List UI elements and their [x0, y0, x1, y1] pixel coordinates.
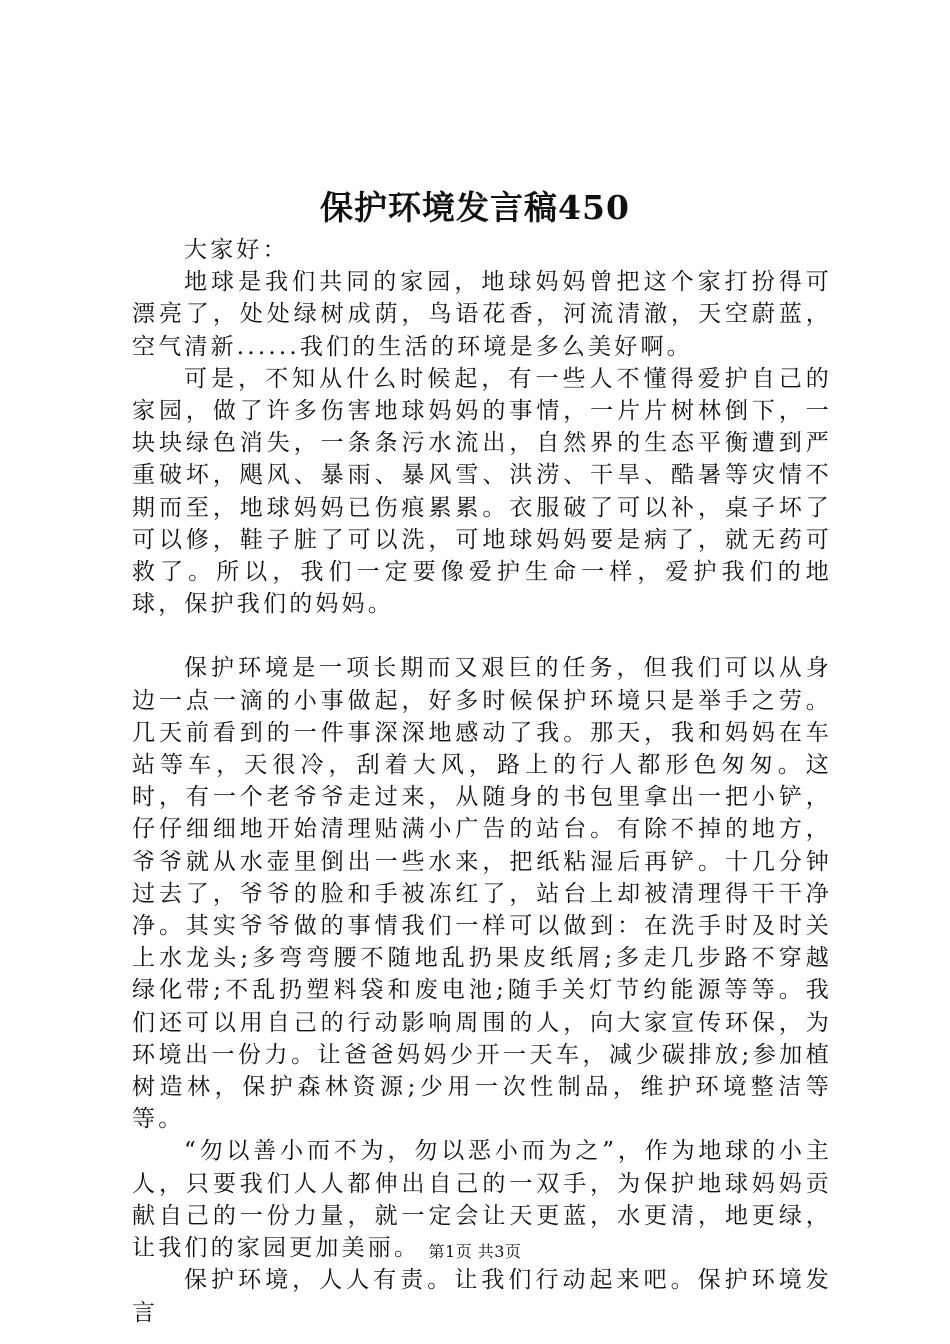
document-body	[132, 234, 832, 1329]
paragraph-5: 保护环境，人人有责。让我们行动起来吧。保护环境发言	[132, 1267, 832, 1326]
paragraph-2: 可是，不知从什么时候起，有一些人不懂得爱护自己的家园，做了许多伤害地球妈妈的事情，一片片树林倒下，一块块绿色消失，一条条污水流出，自然界的生态平衡遭到严重破坏，飓风、暴雨、暴风雪、洪涝、干旱、酷暑等灾情不期而至，地球妈妈已伤痕累累。衣服破了可以补，桌子坏了可以修，鞋子脏了可以洗，可地球妈妈要是病了，就无药可救了。所以，我们一定要像爱护生命一样，爱护我们的地球，保护我们的妈妈。	[132, 365, 832, 618]
paragraph-4: “勿以善小而不为，勿以恶小而为之”，作为地球的小主人，只要我们人人都伸出自己的一双手，为保护地球妈妈贡献自己的一份力量，就一定会让天更蓝，水更清，地更绿，让我们的家园更加美丽。	[132, 1138, 832, 1262]
paragraph-1: 地球是我们共同的家园，地球妈妈曾把这个家打扮得可漂亮了，处处绿树成荫，鸟语花香，河流清澈，天空蔚蓝，空气清新......我们的生活的环境是多么美好啊。	[132, 269, 832, 360]
greeting-paragraph: 大家好：	[184, 237, 289, 263]
page-footer: 第1页 共3页	[428, 1242, 522, 1261]
paragraph-spacer	[132, 620, 832, 652]
paragraph-3: 保护环境是一项长期而又艰巨的任务，但我们可以从身边一点一滴的小事做起，好多时候保护环境只是举手之劳。几天前看到的一件事深深地感动了我。那天，我和妈妈在车站等车，天很冷，刮着大风，路上的行人都形色匆匆。这时，有一个老爷爷走过来，从随身的书包里拿出一把小铲，仔仔细细地开始清理贴满小广告的站台。有除不掉的地方，爷爷就从水壶里倒出一些水来，把纸粘湿后再铲。十几分钟过去了，爷爷的脸和手被冻红了，站台上却被清理得干干净净。其实爷爷做的事情我们一样可以做到：在洗手时及时关上水龙头;多弯弯腰不随地乱扔果皮纸屑;多走几步路不穿越绿化带;不乱扔塑料袋和废电池;随手关灯节约能源等等。我们还可以用自己的行动影响周围的人，向大家宣传环保，为环境出一份力。让爸爸妈妈少开一天车，减少碳排放;参加植树造林，保护森林资源;少用一次性制品，维护环境整洁等等。	[132, 655, 832, 1133]
document-title: 保护环境发言稿450	[320, 188, 630, 227]
